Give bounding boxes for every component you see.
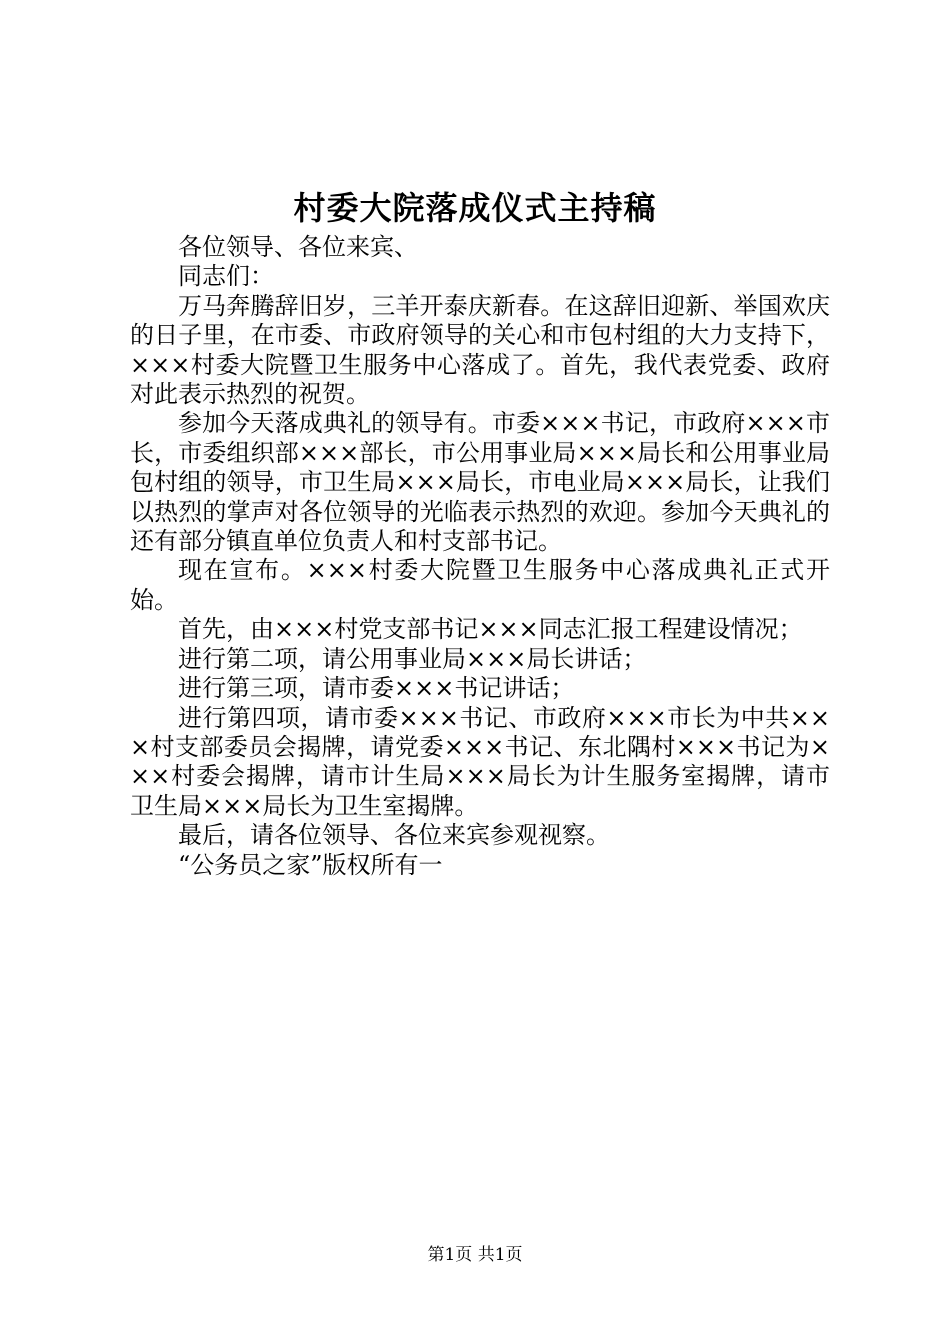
paragraph-announcement: 现在宣布。×××村委大院暨卫生服务中心落成典礼正式开始。 bbox=[130, 556, 830, 614]
document-title: 村委大院落成仪式主持稿 bbox=[293, 189, 657, 227]
salutation-line-2: 同志们： bbox=[178, 262, 274, 291]
agenda-item-4: 进行第四项，请市委×××书记、市政府×××市长为中共×××村支部委员会揭牌，请党委×××书记、东北隅村×××书记为×××村委会揭牌，请市计生局×××局长为计生服务室揭牌，请市卫生局×××局长为卫生室揭牌。 bbox=[130, 703, 830, 820]
paragraph-closing: 最后，请各位领导、各位来宾参观视察。 bbox=[178, 821, 610, 850]
paragraph-opening: 万马奔腾辞旧岁，三羊开泰庆新春。在这辞旧迎新、举国欢庆的日子里，在市委、市政府领导的关心和市包村组的大力支持下，×××村委大院暨卫生服务中心落成了。首先，我代表党委、政府对此表示热烈的祝贺。 bbox=[130, 291, 830, 409]
paragraph-attendees: 参加今天落成典礼的领导有。市委×××书记，市政府×××市长，市委组织部×××部长，市公用事业局×××局长和公用事业局包村组的领导，市卫生局×××局长，市电业局×××局长，让我们以热烈的掌声对各位领导的光临表示热烈的欢迎。参加今天典礼的还有部分镇直单位负责人和村支部书记。 bbox=[130, 409, 830, 556]
agenda-item-2: 进行第二项，请公用事业局×××局长讲话； bbox=[178, 644, 647, 673]
agenda-item-3: 进行第三项，请市委×××书记讲话； bbox=[178, 674, 575, 703]
page-number-footer: 第1页 共1页 bbox=[427, 1245, 523, 1265]
salutation-line-1: 各位领导、各位来宾、 bbox=[178, 233, 418, 261]
agenda-item-1: 首先，由×××村党支部书记×××同志汇报工程建设情况； bbox=[178, 615, 803, 644]
copyright-line: “公务员之家”版权所有一 bbox=[178, 850, 443, 879]
document-body bbox=[130, 233, 830, 880]
